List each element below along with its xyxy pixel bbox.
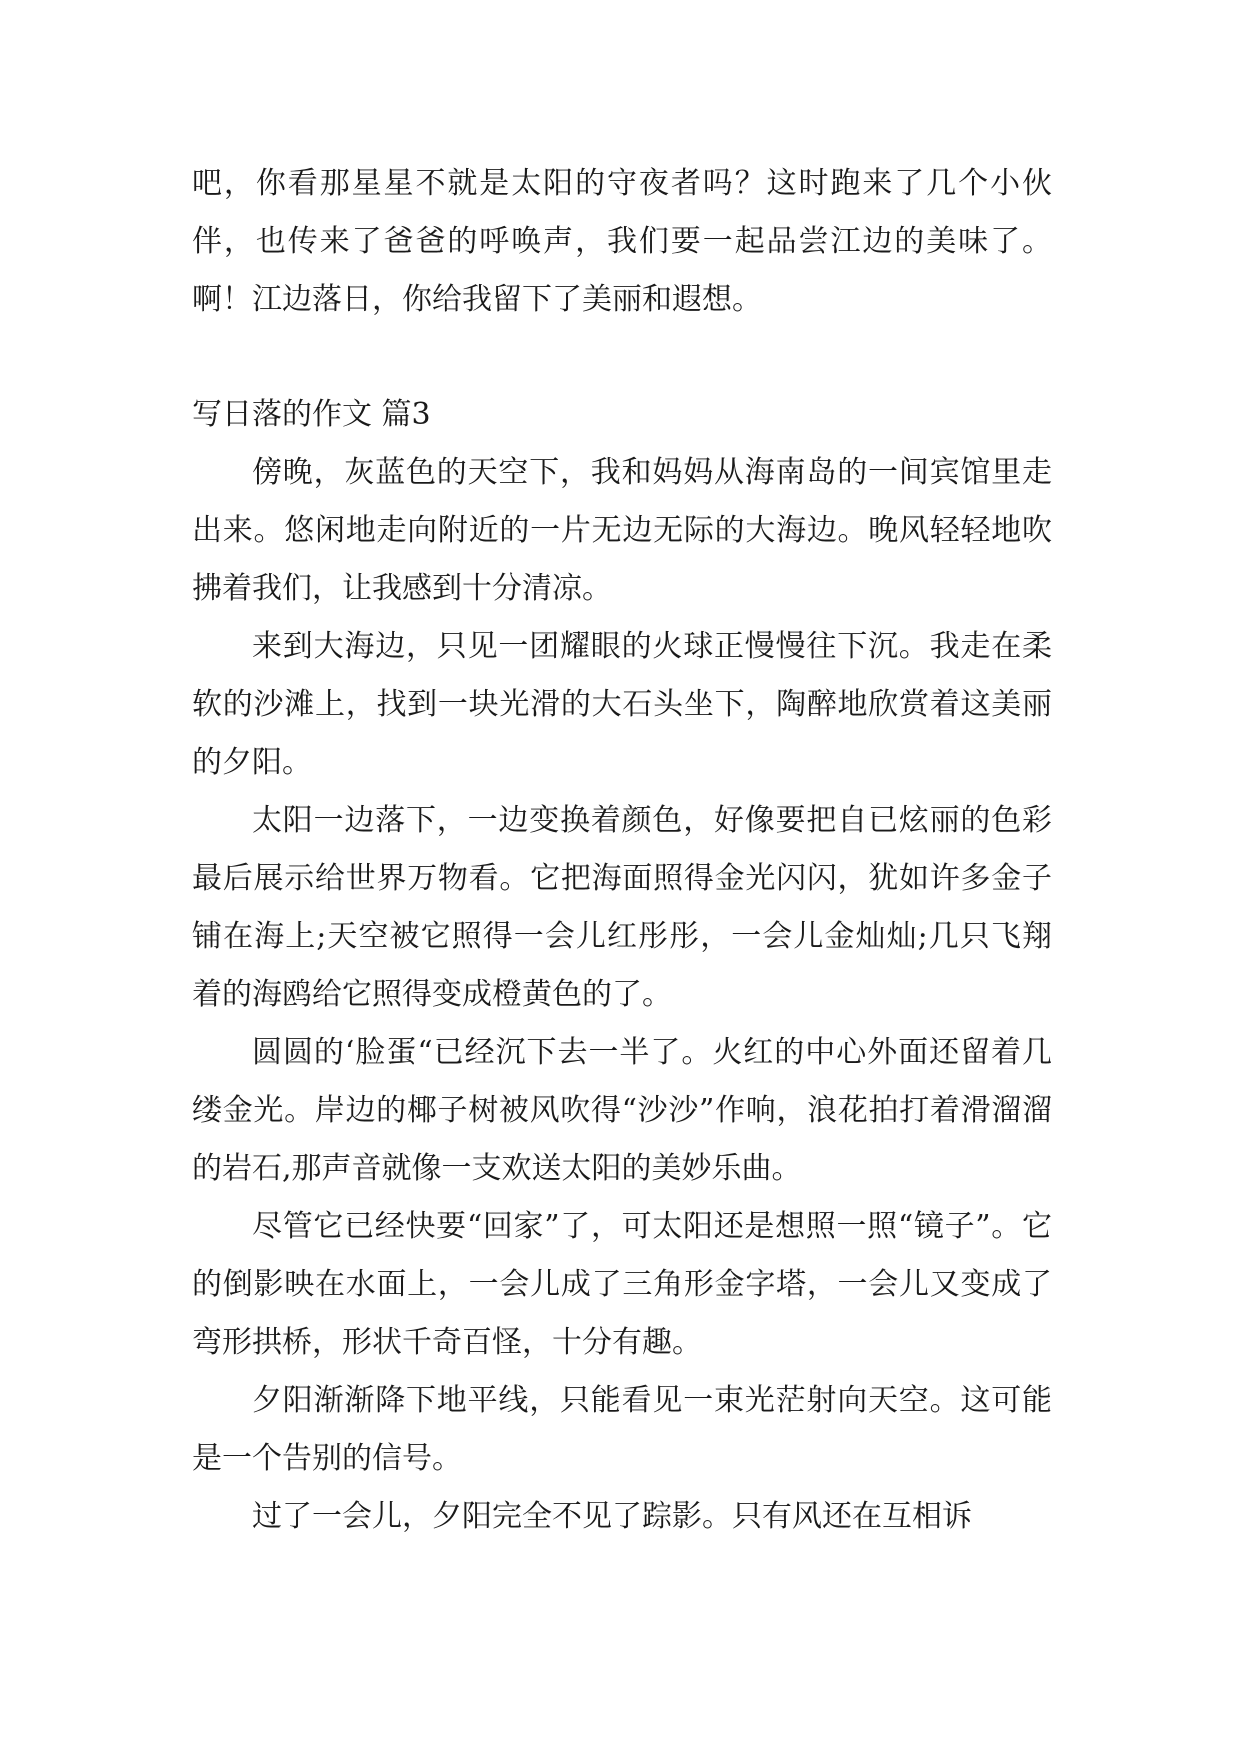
paragraph-4: 圆圆的‘脸蛋“已经沉下去一半了。火红的中心外面还留着几缕金光。岸边的椰子树被风吹得“沙沙”作响，浪花拍打着滑溜溜的岩石,那声音就像一支欢送太阳的美妙乐曲。 — [192, 1035, 1052, 1186]
section-title: 写日落的作文 篇3 — [192, 397, 431, 432]
paragraph-7: 过了一会儿，夕阳完全不见了踪影。只有风还在互相诉 — [252, 1499, 972, 1534]
paragraph-2: 来到大海边，只见一团耀眼的火球正慢慢往下沉。我走在柔软的沙滩上，找到一块光滑的大石头坐下，陶醉地欣赏着这美丽的夕阳。 — [192, 629, 1052, 780]
paragraph-3: 太阳一边落下，一边变换着颜色，好像要把自已炫丽的色彩最后展示给世界万物看。它把海面照得金光闪闪，犹如许多金子铺在海上;天空被它照得一会儿红彤彤，一会儿金灿灿;几只飞翔着的海鸥给它照得变成橙黄色的了。 — [192, 803, 1052, 1012]
continuation-paragraph: 吧，你看那星星不就是太阳的守夜者吗？这时跑来了几个小伙伴，也传来了爸爸的呼唤声，我们要一起品尝江边的美味了。啊！江边落日，你给我留下了美丽和遐想。 — [192, 166, 1052, 317]
paragraph-6: 夕阳渐渐降下地平线，只能看见一束光茫射向天空。这可能是一个告别的信号。 — [192, 1383, 1052, 1476]
paragraph-1: 傍晚，灰蓝色的天空下，我和妈妈从海南岛的一间宾馆里走出来。悠闲地走向附近的一片无边无际的大海边。晚风轻轻地吹拂着我们，让我感到十分清凉。 — [192, 455, 1052, 606]
paragraph-5: 尽管它已经快要“回家”了，可太阳还是想照一照“镜子”。它的倒影映在水面上，一会儿成了三角形金字塔，一会儿又变成了弯形拱桥，形状千奇百怪，十分有趣。 — [192, 1209, 1052, 1360]
document-body — [192, 155, 1052, 1546]
